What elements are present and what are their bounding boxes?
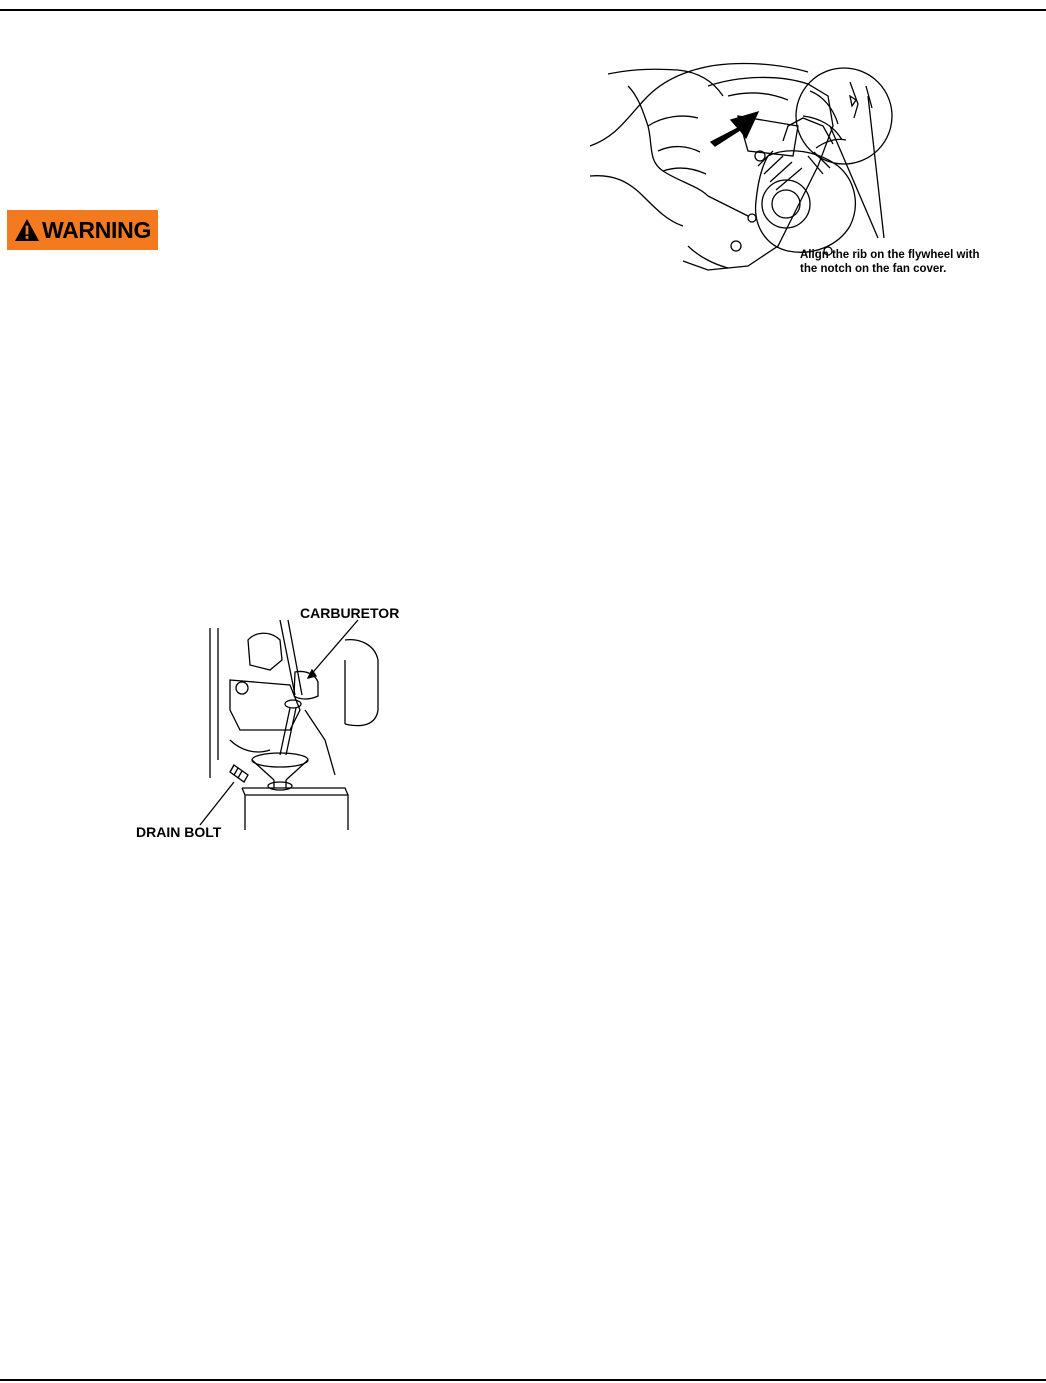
flywheel-figure <box>588 56 1008 286</box>
footer-rule <box>0 1379 1046 1381</box>
carburetor-drain-illustration-icon <box>130 600 420 850</box>
header-rule <box>0 9 1046 11</box>
drain-bolt-label: DRAIN BOLT <box>136 824 222 840</box>
flywheel-caption-line2: the notch on the fan cover. <box>800 263 947 275</box>
flywheel-caption-line1: Align the rib on the flywheel with <box>800 249 980 261</box>
warning-triangle-icon <box>14 218 40 242</box>
warning-label: WARNING <box>41 216 152 243</box>
carburetor-label: CARBURETOR <box>300 605 400 621</box>
carburetor-figure <box>130 600 420 850</box>
warning-badge <box>7 210 158 250</box>
flywheel-caption <box>800 248 980 276</box>
